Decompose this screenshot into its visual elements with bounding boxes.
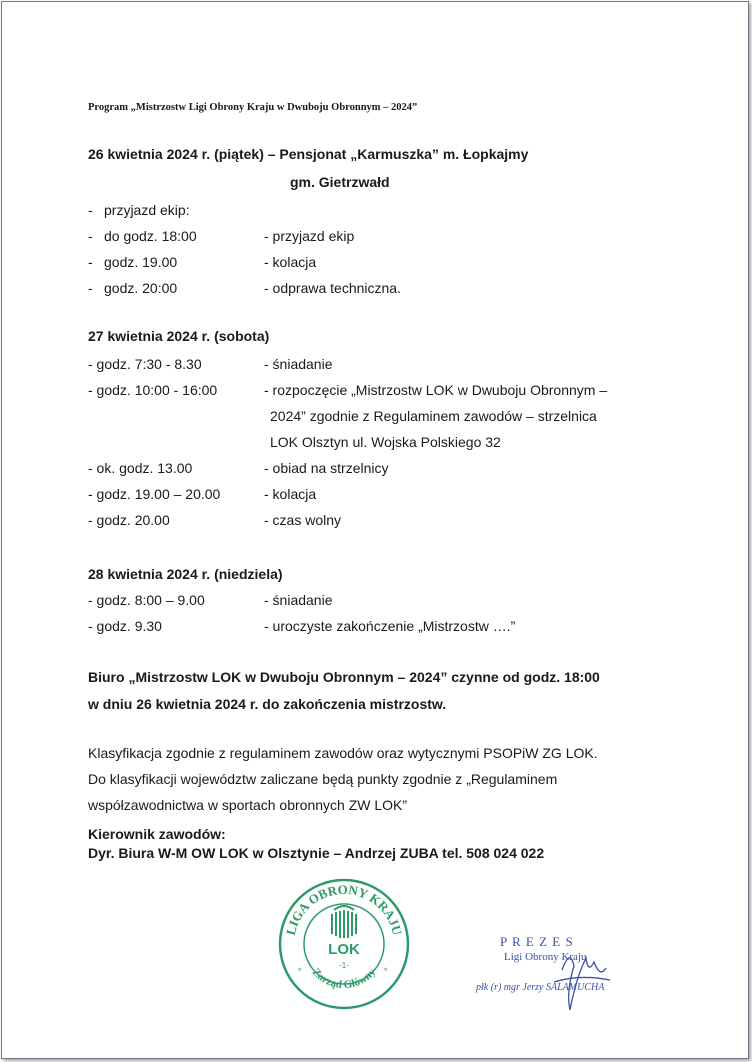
schedule-time: godz. 20:00	[104, 280, 178, 296]
bullet: -	[88, 202, 93, 218]
schedule-desc-cont: LOK Olsztyn ul. Wojska Polskiego 32	[270, 434, 501, 450]
schedule-desc: - odprawa techniczna.	[264, 280, 401, 296]
schedule-time: godz. 19.00	[104, 254, 178, 270]
eagle-emblem-icon	[332, 906, 356, 938]
bullet: -	[88, 228, 93, 244]
signature-block	[470, 918, 660, 1018]
bullet: -	[88, 280, 93, 296]
stamp-bottom-text: Zarząd Główny	[309, 966, 379, 992]
schedule-desc: - śniadanie	[264, 592, 333, 608]
schedule-time: - godz. 10:00 - 16:00	[88, 382, 218, 398]
schedule-time: - godz. 20.00	[88, 512, 170, 528]
day3-title: 28 kwietnia 2024 r. (niedziela)	[88, 566, 283, 582]
schedule-desc: - kolacja	[264, 486, 317, 502]
stamp-center-text: LOK	[328, 941, 360, 958]
director-label: Kierownik zawodów:	[88, 826, 226, 842]
schedule-desc: - uroczyste zakończenie „Mistrzostw ….”	[264, 618, 516, 634]
stamp-star-icon: *	[384, 966, 388, 976]
office-line: w dniu 26 kwietnia 2024 r. do zakończenia mistrzostw.	[88, 696, 447, 712]
signature-org: Ligi Obrony Kraju	[504, 951, 587, 963]
bullet: -	[88, 254, 93, 270]
schedule-time: - godz. 19.00 – 20.00	[88, 486, 221, 502]
schedule-time: - ok. godz. 13.00	[88, 460, 193, 476]
office-line: Biuro „Mistrzostw LOK w Dwuboju Obronnym – 2024” czynne od godz. 18:00	[88, 669, 600, 685]
day2-title: 27 kwietnia 2024 r. (sobota)	[88, 328, 270, 344]
schedule-desc: - obiad na strzelnicy	[264, 460, 389, 476]
day1-intro: przyjazd ekip:	[104, 202, 190, 218]
classification-line: Do klasyfikacji województw zaliczane będą punkty zgodnie z „Regulaminem	[88, 771, 558, 787]
document-header: Program „Mistrzostw Ligi Obrony Kraju w Dwuboju Obronnym – 2024”	[88, 102, 418, 113]
signature-name: płk (r) mgr Jerzy SALAMUCHA	[476, 982, 605, 993]
schedule-desc: - czas wolny	[264, 512, 342, 528]
lok-stamp	[276, 876, 412, 1012]
schedule-time: - godz. 8:00 – 9.00	[88, 592, 205, 608]
classification-line: Klasyfikacja zgodnie z regulaminem zawodów oraz wytycznymi PSOPiW ZG LOK.	[88, 745, 598, 761]
schedule-desc: - śniadanie	[264, 356, 333, 372]
schedule-desc: - przyjazd ekip	[264, 228, 355, 244]
director-line: Dyr. Biura W-M OW LOK w Olsztynie – Andrzej ZUBA tel. 508 024 022	[88, 845, 545, 861]
classification-line: współzawodnictwa w sportach obronnych ZW LOK”	[88, 797, 408, 813]
schedule-desc: - rozpoczęcie „Mistrzostw LOK w Dwuboju Obronnym –	[264, 382, 608, 398]
day1-title: 26 kwietnia 2024 r. (piątek) – Pensjonat „Karmuszka” m. Łopkajmy	[88, 146, 529, 162]
stamp-number: -1-	[339, 961, 349, 970]
stamp-star-icon: *	[298, 966, 302, 976]
schedule-desc-cont: 2024” zgodnie z Regulaminem zawodów – strzelnica	[270, 408, 597, 424]
signature-title: P R E Z E S	[500, 934, 574, 949]
stamp-ring-text: LIGA OBRONY KRAJU	[282, 881, 406, 937]
schedule-time: - godz. 9.30	[88, 618, 162, 634]
schedule-time: do godz. 18:00	[104, 228, 197, 244]
day1-location: gm. Gietrzwałd	[290, 174, 390, 190]
schedule-desc: - kolacja	[264, 254, 317, 270]
schedule-time: - godz. 7:30 - 8.30	[88, 356, 202, 372]
